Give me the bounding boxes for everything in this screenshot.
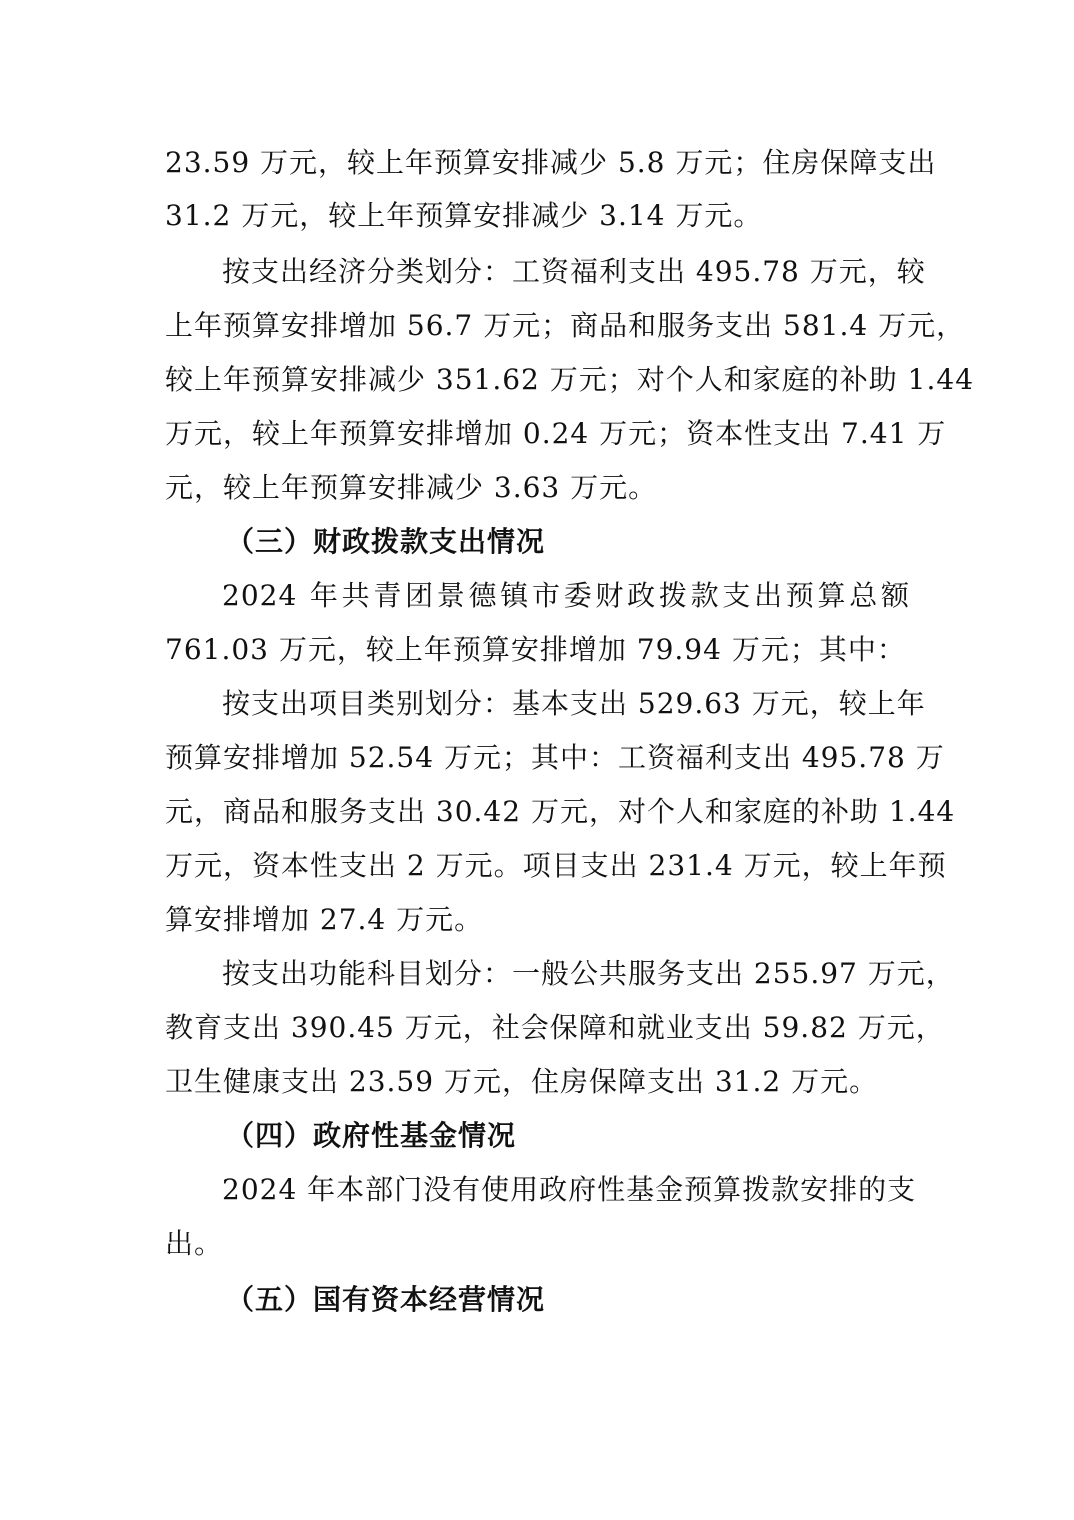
section-heading-3: （三）财政拨款支出情况 [226,525,546,558]
paragraph-line: 出。 [165,1227,224,1260]
paragraph-line: 按支出功能科目划分：一般公共服务支出 255.97 万元， [222,957,955,990]
paragraph-line: 23.59 万元，较上年预算安排减少 5.8 万元；住房保障支出 [165,146,937,179]
paragraph-line: 2024 年共青团景德镇市委财政拨款支出预算总额 [222,579,910,612]
paragraph-line: 教育支出 390.45 万元，社会保障和就业支出 59.82 万元， [165,1011,945,1044]
paragraph-line: 2024 年本部门没有使用政府性基金预算拨款安排的支 [222,1173,917,1206]
paragraph-line: 按支出经济分类划分：工资福利支出 495.78 万元，较 [222,255,926,288]
paragraph-line: 卫生健康支出 23.59 万元，住房保障支出 31.2 万元。 [165,1065,879,1098]
paragraph-line: 按支出项目类别划分：基本支出 529.63 万元，较上年 [222,687,926,720]
paragraph-line: 算安排增加 27.4 万元。 [165,903,484,936]
paragraph-line: 761.03 万元，较上年预算安排增加 79.94 万元；其中： [165,633,906,666]
section-heading-5: （五）国有资本经营情况 [226,1283,546,1316]
section-heading-4: （四）政府性基金情况 [226,1119,517,1152]
paragraph-line: 31.2 万元，较上年预算安排减少 3.14 万元。 [165,199,763,232]
paragraph-line: 万元，较上年预算安排增加 0.24 万元；资本性支出 7.41 万 [165,417,947,450]
paragraph-line: 万元，资本性支出 2 万元。项目支出 231.4 万元，较上年预 [165,849,947,882]
paragraph-line: 元，商品和服务支出 30.42 万元，对个人和家庭的补助 1.44 [165,795,956,828]
paragraph-line: 较上年预算安排减少 351.62 万元；对个人和家庭的补助 1.44 [165,363,975,396]
paragraph-line: 上年预算安排增加 56.7 万元；商品和服务支出 581.4 万元， [165,309,966,342]
paragraph-line: 预算安排增加 52.54 万元；其中：工资福利支出 495.78 万 [165,741,945,774]
paragraph-line: 元，较上年预算安排减少 3.63 万元。 [165,471,658,504]
